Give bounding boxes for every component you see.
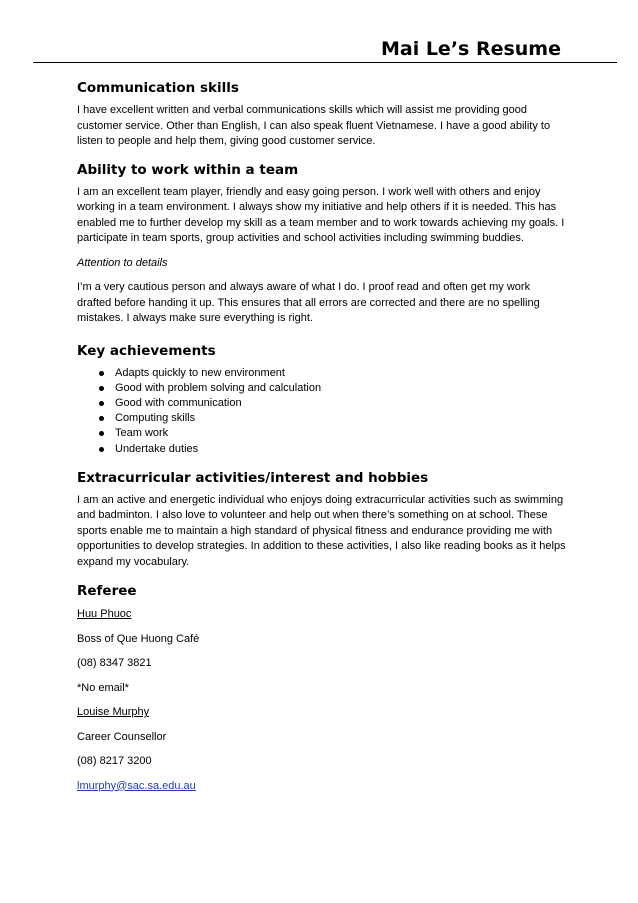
referee2-name: Louise Murphy [77,706,150,719]
extracurricular-section [77,469,567,571]
attention-body: I’m a very cautious person and always aware of what I do. I proof read and often get my work drafted before handing it up. This ensures that all errors are corrected and there are no spelling mistakes. I always make sure everything is right. [77,281,540,324]
teamwork-section [77,161,567,327]
achievement-item: Good with communication [77,396,567,411]
achievements-section [77,342,567,457]
referee2-email-link[interactable]: lmurphy@sac.sa.edu.au [77,779,196,792]
extracurricular-heading: Extracurricular activities/interest and hobbies [77,469,429,486]
achievement-item: Computing skills [77,411,567,426]
achievement-item: Team work [77,426,567,441]
referee2-role: Career Counsellor [77,730,167,743]
communication-section [77,79,567,150]
achievements-heading: Key achievements [77,342,216,359]
achievement-item: Adapts quickly to new environment [77,366,567,381]
referee1-name: Huu Phuoc [77,608,132,621]
referee1-role: Boss of Que Huong Café [77,632,200,645]
document-title: Mai Le’s Resume [380,38,561,60]
achievement-item: Good with problem solving and calculation [77,381,567,396]
referee-heading: Referee [77,583,137,600]
teamwork-heading: Ability to work within a team [77,161,299,178]
referee1-phone: (08) 8347 3821 [77,657,152,670]
title-rule [33,62,617,63]
extracurricular-body: I am an active and energetic individual who enjoys doing extracurricular activities such as swimming and badminton. I also love to volunteer and help out when there’s something on at school. These sports enable me to maintain a high standard of physical fitness and endurance providing me with opportunities to develop strategies. In addition to these activities, I also like reading books as it helps expand my vocabulary. [77,493,566,568]
communication-body: I have excellent written and verbal communications skills which will assist me providing good customer service. Other than English, I can also speak fluent Vietnamese. I have a good ability to listen to people and help them, giving good customer service. [77,104,551,147]
resume-content [77,79,567,794]
achievements-list [77,366,567,457]
referee1-email: *No email* [77,681,129,694]
attention-subheading: Attention to details [77,256,168,269]
teamwork-body: I am an excellent team player, friendly and easy going person. I work well with others and enjoy working in a team environment. I always show my initiative and help others if it is needed. This has enabled me to further develop my skill as a team member and to work towards achieving my goals. I participate in team sports, group activities and school activities including swimming buddies. [77,185,565,244]
achievement-item: Undertake duties [77,442,567,457]
communication-heading: Communication skills [77,80,239,96]
referee2-phone: (08) 8217 3200 [77,755,152,768]
referee-section [77,582,567,794]
